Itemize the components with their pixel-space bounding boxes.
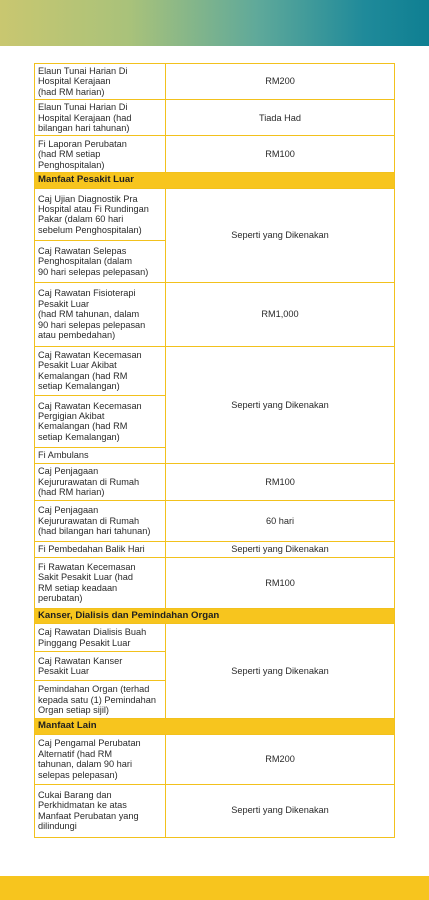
benefit-label: Caj Pengamal Perubatan Alternatif (had RM tahunan, dalam 90 hari selepas pelepasan) [38, 738, 141, 780]
benefit-value: Seperti yang Dikenakan [166, 784, 395, 837]
benefit-label: Elaun Tunai Harian Di Hospital Kerajaan (had RM harian) [38, 66, 128, 97]
table-row [35, 188, 395, 240]
benefit-value: Tiada Had [166, 100, 395, 136]
benefit-value: RM1,000 [166, 282, 395, 346]
section-header-row [35, 173, 395, 188]
benefit-value: RM100 [166, 557, 395, 608]
benefit-label: Caj Rawatan Kanser Pesakit Luar [38, 655, 123, 677]
benefit-label-cell [35, 136, 166, 173]
section-header: Manfaat Pesakit Luar [35, 173, 395, 188]
table-row [35, 463, 395, 500]
benefit-label: Fi Ambulans [38, 450, 89, 461]
benefit-label: Caj Rawatan Selepas Penghospitalan (dalam 90 hari selepas pelepasan) [38, 245, 149, 277]
benefit-label-cell [35, 500, 166, 541]
benefit-label: Caj Rawatan Fisioterapi Pesakit Luar (had RM tahunan, dalam 90 hari selepas pelepasan atau pembedahan) [38, 288, 146, 340]
benefit-label-cell [35, 346, 166, 395]
benefit-label-cell [35, 240, 166, 282]
section-header-row [35, 608, 395, 623]
benefit-label-cell [35, 395, 166, 447]
section-header-row [35, 719, 395, 734]
benefit-label-cell [35, 557, 166, 608]
benefit-value: Seperti yang Dikenakan [166, 346, 395, 463]
benefit-label: Caj Rawatan Kecemasan Pergigian Akibat Kemalangan (had RM setiap Kemalangan) [38, 400, 142, 442]
benefit-value: RM100 [166, 136, 395, 173]
benefit-label-cell [35, 624, 166, 652]
header-gradient-band [0, 0, 429, 46]
section-header: Kanser, Dialisis dan Pemindahan Organ [35, 608, 395, 623]
benefit-label: Cukai Barang dan Perkhidmatan ke atas Manfaat Perubatan yang dilindungi [38, 789, 139, 832]
table-row [35, 557, 395, 608]
table-row [35, 346, 395, 395]
benefit-label: Caj Penjagaan Kejururawatan di Rumah (had RM harian) [38, 466, 140, 498]
benefit-label-cell [35, 282, 166, 346]
benefit-label: Caj Rawatan Kecemasan Pesakit Luar Akibat Kemalangan (had RM setiap Kemalangan) [38, 350, 142, 392]
benefit-value: Seperti yang Dikenakan [166, 188, 395, 282]
benefit-label-cell [35, 681, 166, 719]
table-row [35, 282, 395, 346]
table-row [35, 784, 395, 837]
table-row [35, 624, 395, 652]
benefits-table [34, 63, 395, 838]
table-row [35, 541, 395, 557]
benefit-value: Seperti yang Dikenakan [166, 541, 395, 557]
table-row [35, 734, 395, 784]
benefit-value: Seperti yang Dikenakan [166, 624, 395, 719]
footer-yellow-band [0, 876, 429, 900]
table-row [35, 136, 395, 173]
benefit-label-cell [35, 447, 166, 463]
benefit-label-cell [35, 64, 166, 100]
benefit-label-cell [35, 100, 166, 136]
benefit-value: RM100 [166, 463, 395, 500]
benefit-label-cell [35, 188, 166, 240]
benefit-label-cell [35, 541, 166, 557]
benefit-label: Caj Penjagaan Kejururawatan di Rumah (had bilangan hari tahunan) [38, 505, 151, 537]
section-header: Manfaat Lain [35, 719, 395, 734]
benefit-value: RM200 [166, 64, 395, 100]
benefit-label-cell [35, 463, 166, 500]
table-row [35, 64, 395, 100]
benefit-label-cell [35, 652, 166, 681]
benefit-label: Caj Ujian Diagnostik Pra Hospital atau Fi Rundingan Pakar (dalam 60 hari sebelum Penghospitalan) [38, 193, 149, 235]
benefit-label: Fi Pembedahan Balik Hari [38, 544, 145, 555]
table-row [35, 500, 395, 541]
table-row [35, 100, 395, 136]
benefit-label: Pemindahan Organ (terhad kepada satu (1) Pemindahan Organ setiap sijil) [38, 684, 156, 715]
benefit-label: Caj Rawatan Dialisis Buah Pinggang Pesakit Luar [38, 627, 147, 648]
benefit-value: 60 hari [166, 500, 395, 541]
benefit-value: RM200 [166, 734, 395, 784]
benefit-label: Elaun Tunai Harian Di Hospital Kerajaan (had bilangan hari tahunan) [38, 102, 132, 134]
benefit-label: Fi Rawatan Kecemasan Sakit Pesakit Luar (had RM setiap keadaan perubatan) [38, 562, 136, 604]
benefit-label-cell [35, 784, 166, 837]
benefit-label: Fi Laporan Perubatan (had RM setiap Penghospitalan) [38, 138, 127, 170]
benefit-label-cell [35, 734, 166, 784]
